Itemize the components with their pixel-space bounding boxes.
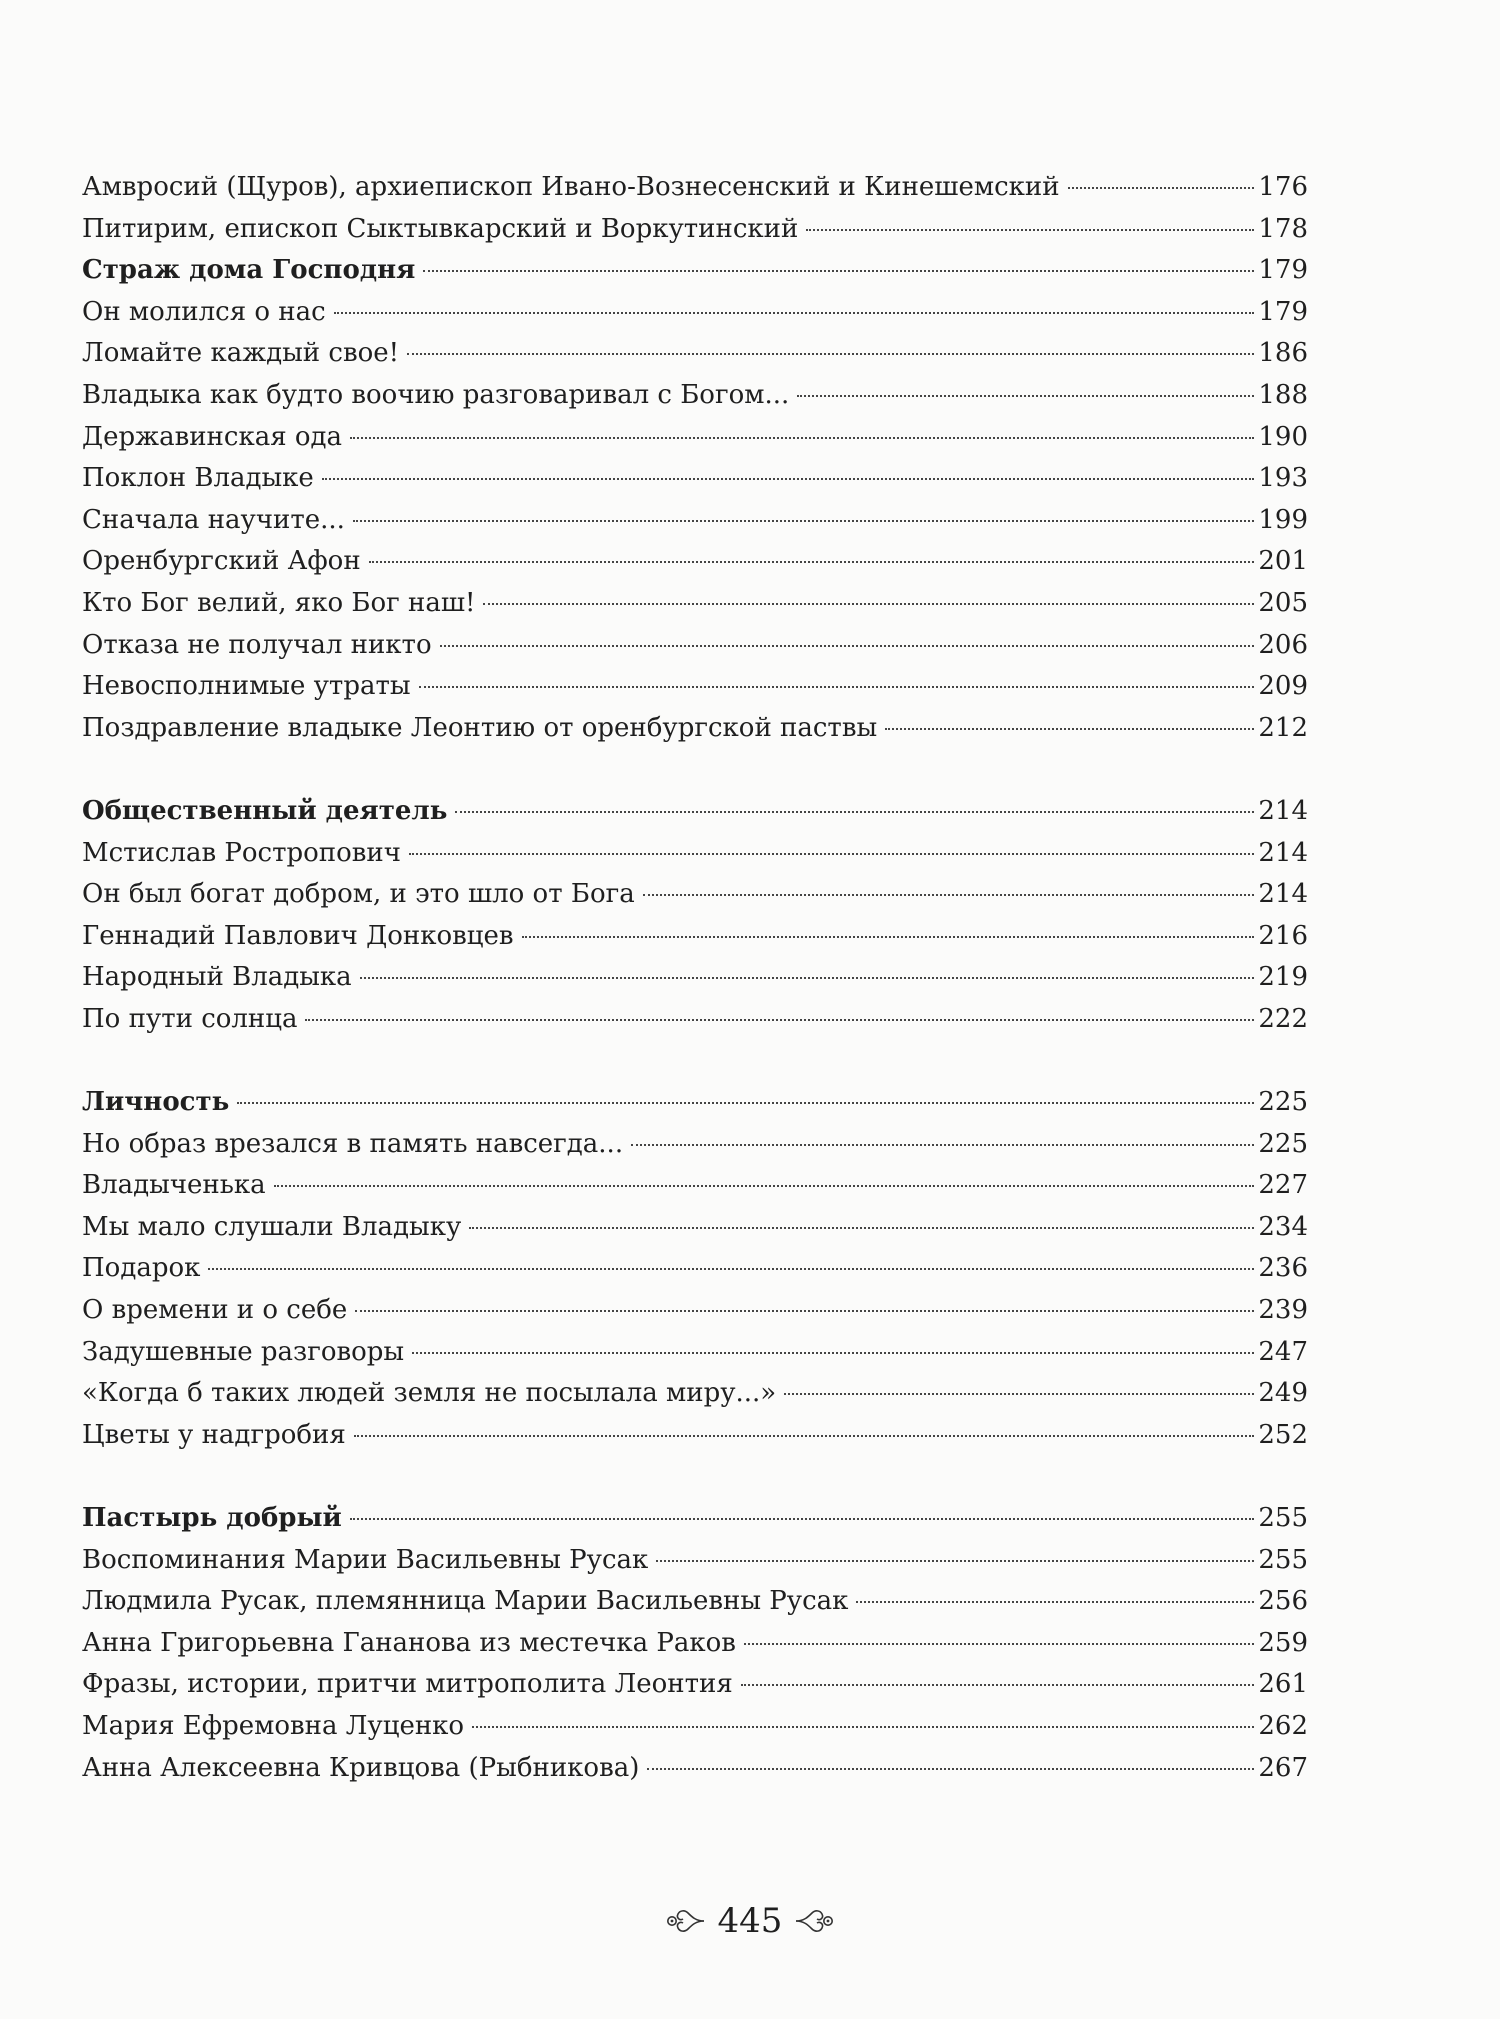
toc-section-heading xyxy=(82,250,1308,292)
toc-entry-title: Мы мало слушали Владыку xyxy=(82,1211,462,1242)
toc-section-heading xyxy=(82,791,1308,833)
dot-leader xyxy=(885,728,1254,730)
toc-entry-title: Поздравление владыке Леонтию от оренбургской паствы xyxy=(82,712,878,743)
toc-section-page: 225 xyxy=(1258,1087,1308,1118)
dot-leader xyxy=(369,561,1255,563)
toc-entry xyxy=(82,167,1308,209)
toc-entry xyxy=(82,1540,1308,1582)
toc-entry-title: Мстислав Ростропович xyxy=(82,837,401,868)
toc-entry xyxy=(82,1207,1308,1249)
table-of-contents xyxy=(82,167,1308,1789)
toc-section-heading xyxy=(82,1082,1308,1124)
toc-entry-title: По пути солнца xyxy=(82,1003,298,1034)
toc-entry-page: 239 xyxy=(1258,1295,1308,1326)
toc-section-title: Пастырь добрый xyxy=(82,1503,342,1533)
toc-entry-page: 267 xyxy=(1258,1752,1308,1783)
toc-entry-page: 236 xyxy=(1258,1253,1308,1284)
toc-entry-page: 179 xyxy=(1258,296,1308,327)
dot-leader xyxy=(440,645,1255,647)
toc-section-heading xyxy=(82,1498,1308,1540)
toc-entry-title: «Когда б таких людей земля не посылала миру...» xyxy=(82,1378,777,1409)
toc-entry-page: 234 xyxy=(1258,1211,1308,1242)
toc-entry xyxy=(82,708,1308,750)
toc-entry-title: Воспоминания Марии Васильевны Русак xyxy=(82,1544,649,1575)
dot-leader xyxy=(1068,187,1255,189)
toc-entry-title: Людмила Русак, племянница Марии Васильевны Русак xyxy=(82,1586,849,1617)
toc-entry xyxy=(82,1581,1308,1623)
toc-entry xyxy=(82,916,1308,958)
toc-entry xyxy=(82,874,1308,916)
toc-entry xyxy=(82,541,1308,583)
toc-entry-title: Владыка как будто воочию разговаривал с Богом... xyxy=(82,379,790,410)
toc-entry-page: 178 xyxy=(1258,213,1308,244)
dot-leader xyxy=(322,478,1255,480)
dot-leader xyxy=(856,1601,1254,1603)
toc-entry xyxy=(82,1664,1308,1706)
dot-leader xyxy=(744,1643,1254,1645)
dot-leader xyxy=(412,1352,1254,1354)
toc-entry-page: 256 xyxy=(1258,1586,1308,1617)
toc-entry xyxy=(82,833,1308,875)
dot-leader xyxy=(350,437,1254,439)
dot-leader xyxy=(409,853,1254,855)
toc-entry-page: 199 xyxy=(1258,504,1308,535)
dot-leader xyxy=(643,894,1255,896)
toc-entry-page: 214 xyxy=(1258,837,1308,868)
toc-entry-title: Задушевные разговоры xyxy=(82,1336,405,1367)
toc-entry-page: 212 xyxy=(1258,712,1308,743)
toc-entry-page: 219 xyxy=(1258,962,1308,993)
toc-entry xyxy=(82,957,1308,999)
dot-leader xyxy=(360,977,1255,979)
toc-entry xyxy=(82,1748,1308,1790)
toc-entry xyxy=(82,625,1308,667)
toc-entry xyxy=(82,209,1308,251)
toc-entry-title: Геннадий Павлович Донковцев xyxy=(82,920,514,951)
toc-entry xyxy=(82,999,1308,1041)
toc-entry-page: 205 xyxy=(1258,587,1308,618)
dot-leader xyxy=(354,1435,1255,1437)
toc-entry-title: Анна Григорьевна Гананова из местечка Раков xyxy=(82,1627,736,1658)
toc-entry xyxy=(82,1165,1308,1207)
toc-entry-page: 222 xyxy=(1258,1003,1308,1034)
toc-entry-title: Цветы у надгробия xyxy=(82,1419,346,1450)
toc-entry-page: 262 xyxy=(1258,1710,1308,1741)
toc-entry-page: 190 xyxy=(1258,421,1308,452)
toc-entry-title: Поклон Владыке xyxy=(82,463,314,494)
toc-entry-page: 186 xyxy=(1258,338,1308,369)
toc-entry xyxy=(82,666,1308,708)
toc-entry-title: Кто Бог велий, яко Бог наш! xyxy=(82,587,476,618)
toc-entry xyxy=(82,375,1308,417)
toc-entry xyxy=(82,1415,1308,1457)
toc-entry xyxy=(82,292,1308,334)
dot-leader xyxy=(305,1019,1254,1021)
toc-entry-title: Отказа не получал никто xyxy=(82,629,432,660)
toc-entry xyxy=(82,1248,1308,1290)
toc-entry-title: Фразы, истории, притчи митрополита Леонтия xyxy=(82,1669,733,1700)
toc-entry-page: 259 xyxy=(1258,1627,1308,1658)
dot-leader xyxy=(806,229,1254,231)
dot-leader xyxy=(472,1726,1254,1728)
dot-leader xyxy=(353,520,1254,522)
dot-leader xyxy=(407,353,1254,355)
toc-entry xyxy=(82,1706,1308,1748)
toc-entry-title: Но образ врезался в память навсегда... xyxy=(82,1128,624,1159)
toc-entry xyxy=(82,458,1308,500)
toc-entry-page: 188 xyxy=(1258,379,1308,410)
toc-entry-title: Владыченька xyxy=(82,1170,266,1201)
dot-leader xyxy=(469,1227,1254,1229)
toc-entry-page: 252 xyxy=(1258,1419,1308,1450)
toc-entry xyxy=(82,1124,1308,1166)
toc-entry-page: 214 xyxy=(1258,879,1308,910)
toc-section-page: 179 xyxy=(1258,255,1308,286)
toc-section-title: Общественный деятель xyxy=(82,795,448,826)
toc-entry-title: Он молился о нас xyxy=(82,296,326,327)
toc-entry-title: Анна Алексеевна Кривцова (Рыбникова) xyxy=(82,1752,640,1783)
toc-entry xyxy=(82,1332,1308,1374)
toc-entry-page: 216 xyxy=(1258,920,1308,951)
dot-leader xyxy=(274,1185,1255,1187)
toc-section-page: 255 xyxy=(1258,1503,1308,1533)
toc-entry xyxy=(82,333,1308,375)
toc-entry xyxy=(82,1623,1308,1665)
dot-leader xyxy=(350,1518,1255,1520)
toc-entry-title: Сначала научите... xyxy=(82,504,345,535)
dot-leader xyxy=(355,1310,1254,1312)
toc-entry-title: Питирим, епископ Сыктывкарский и Воркутинский xyxy=(82,213,799,244)
dot-leader xyxy=(237,1102,1254,1104)
dot-leader xyxy=(784,1393,1254,1395)
floral-ornament-icon xyxy=(664,1907,706,1935)
toc-entry-title: Амвросий (Щуров), архиепископ Ивано-Вознесенский и Кинешемский xyxy=(82,172,1060,202)
toc-entry-title: Невосполнимые утраты xyxy=(82,671,411,702)
toc-section-title: Личность xyxy=(82,1087,230,1118)
toc-entry-title: Оренбургский Афон xyxy=(82,546,361,577)
toc-entry-title: Народный Владыка xyxy=(82,962,352,993)
floral-ornament-icon xyxy=(794,1907,836,1935)
toc-section-title: Страж дома Господня xyxy=(82,255,416,286)
dot-leader xyxy=(334,312,1255,314)
dot-leader xyxy=(656,1560,1254,1562)
dot-leader xyxy=(522,936,1255,938)
toc-entry xyxy=(82,583,1308,625)
toc-entry-page: 201 xyxy=(1258,546,1308,577)
toc-entry-page: 193 xyxy=(1258,463,1308,494)
toc-entry-title: Державинская ода xyxy=(82,421,343,452)
dot-leader xyxy=(423,270,1254,272)
toc-entry xyxy=(82,500,1308,542)
toc-entry-page: 206 xyxy=(1258,629,1308,660)
toc-entry-page: 225 xyxy=(1258,1128,1308,1159)
toc-entry-page: 255 xyxy=(1258,1544,1308,1575)
toc-entry-page: 249 xyxy=(1258,1378,1308,1409)
toc-entry-page: 176 xyxy=(1258,172,1308,202)
dot-leader xyxy=(483,603,1254,605)
dot-leader xyxy=(741,1684,1255,1686)
dot-leader xyxy=(631,1144,1254,1146)
toc-entry-page: 227 xyxy=(1258,1170,1308,1201)
toc-entry-title: Подарок xyxy=(82,1253,201,1284)
toc-entry-page: 209 xyxy=(1258,671,1308,702)
toc-entry xyxy=(82,1373,1308,1415)
toc-entry-title: Ломайте каждый свое! xyxy=(82,338,400,369)
dot-leader xyxy=(455,811,1254,813)
toc-entry-title: О времени и о себе xyxy=(82,1295,348,1326)
toc-entry xyxy=(82,417,1308,459)
toc-entry-page: 247 xyxy=(1258,1336,1308,1367)
page-number-footer xyxy=(0,1898,1500,1944)
toc-entry-page: 261 xyxy=(1258,1669,1308,1700)
dot-leader xyxy=(797,395,1254,397)
toc-entry-title: Он был богат добром, и это шло от Бога xyxy=(82,879,635,910)
page-number: 445 xyxy=(717,1901,783,1941)
dot-leader xyxy=(647,1768,1254,1770)
toc-entry-title: Мария Ефремовна Луценко xyxy=(82,1710,465,1741)
dot-leader xyxy=(208,1268,1254,1270)
toc-entry xyxy=(82,1290,1308,1332)
dot-leader xyxy=(419,686,1255,688)
toc-section-page: 214 xyxy=(1258,795,1308,826)
